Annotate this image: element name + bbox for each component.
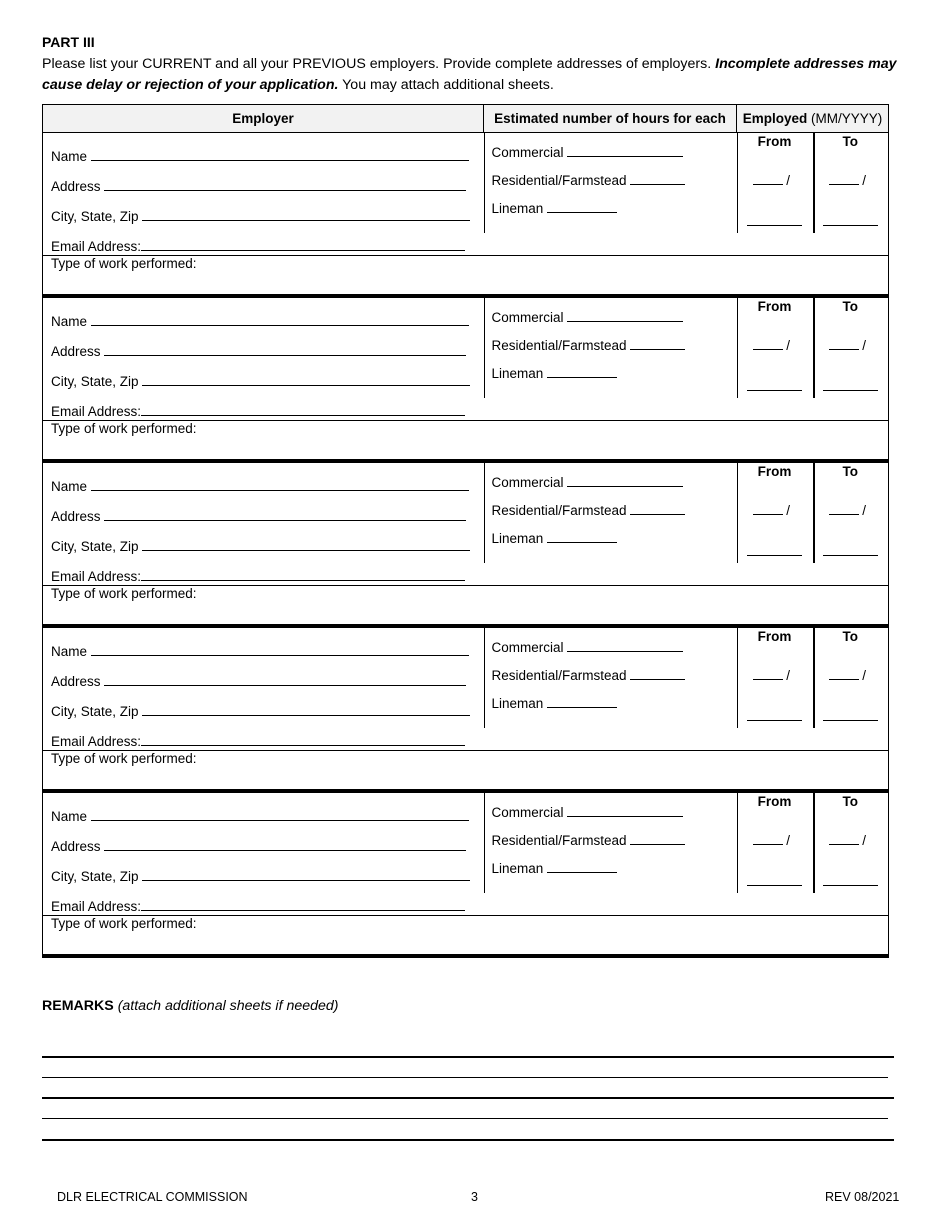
email-label: Email Address: bbox=[51, 734, 142, 749]
address-label: Address bbox=[51, 509, 101, 524]
employer-city-field[interactable] bbox=[51, 701, 471, 719]
remarks-line-3[interactable] bbox=[42, 1097, 894, 1099]
from-label: From bbox=[757, 299, 792, 314]
residential-hours-field[interactable] bbox=[492, 666, 686, 683]
type-of-work-row-2[interactable] bbox=[43, 421, 889, 462]
name-label: Name bbox=[51, 809, 88, 824]
employed-from-field[interactable] bbox=[737, 463, 813, 563]
email-label: Email Address: bbox=[51, 239, 142, 254]
employed-to-field[interactable] bbox=[813, 793, 889, 893]
to-label: To bbox=[842, 464, 858, 479]
employer-table bbox=[42, 104, 889, 958]
remarks-line-4[interactable] bbox=[42, 1118, 888, 1119]
remarks-line-5[interactable] bbox=[42, 1139, 894, 1141]
commercial-hours-field[interactable] bbox=[492, 473, 684, 490]
intro-tail: You may attach additional sheets. bbox=[342, 77, 554, 93]
residential-label: Residential/Farmstead bbox=[491, 173, 627, 188]
employer-city-field[interactable] bbox=[51, 866, 471, 884]
header-employed-label: Employed bbox=[742, 111, 808, 126]
residential-hours-field[interactable] bbox=[492, 336, 686, 353]
employer-entry-1 bbox=[43, 133, 889, 256]
city-label: City, State, Zip bbox=[51, 539, 139, 554]
employer-city-field[interactable] bbox=[51, 371, 471, 389]
lineman-label: Lineman bbox=[491, 861, 544, 876]
employer-name-field[interactable] bbox=[51, 146, 471, 164]
header-employed bbox=[737, 105, 889, 133]
part-title: PART III bbox=[42, 34, 95, 50]
to-label: To bbox=[842, 629, 858, 644]
name-label: Name bbox=[51, 149, 88, 164]
lineman-label: Lineman bbox=[491, 531, 544, 546]
employer-email-field[interactable] bbox=[51, 896, 465, 914]
to-slash: / bbox=[862, 503, 867, 518]
to-slash: / bbox=[862, 338, 867, 353]
name-label: Name bbox=[51, 479, 88, 494]
employer-email-field[interactable] bbox=[51, 566, 465, 584]
to-slash: / bbox=[862, 668, 867, 683]
type-of-work-label: Type of work performed: bbox=[51, 256, 197, 271]
to-label: To bbox=[842, 794, 858, 809]
type-of-work-row-3[interactable] bbox=[43, 586, 889, 627]
from-label: From bbox=[757, 629, 792, 644]
residential-label: Residential/Farmstead bbox=[491, 833, 627, 848]
lineman-hours-field[interactable] bbox=[492, 859, 618, 876]
employer-name-field[interactable] bbox=[51, 476, 471, 494]
footer-page-number: 3 bbox=[471, 1190, 478, 1204]
address-label: Address bbox=[51, 344, 101, 359]
employed-to-field[interactable] bbox=[813, 628, 889, 728]
employer-entry-3 bbox=[43, 461, 889, 586]
employer-email-field[interactable] bbox=[51, 731, 465, 749]
commercial-label: Commercial bbox=[491, 310, 564, 325]
type-of-work-row-5[interactable] bbox=[43, 916, 889, 957]
lineman-label: Lineman bbox=[491, 696, 544, 711]
lineman-hours-field[interactable] bbox=[492, 694, 618, 711]
remarks-label: REMARKS bbox=[42, 998, 114, 1014]
commercial-label: Commercial bbox=[491, 475, 564, 490]
type-of-work-label: Type of work performed: bbox=[51, 751, 197, 766]
lineman-hours-field[interactable] bbox=[492, 364, 618, 381]
from-slash: / bbox=[786, 503, 791, 518]
commercial-hours-field[interactable] bbox=[492, 803, 684, 820]
email-label: Email Address: bbox=[51, 404, 142, 419]
remarks-line-1[interactable] bbox=[42, 1056, 894, 1058]
residential-hours-field[interactable] bbox=[492, 171, 686, 188]
residential-label: Residential/Farmstead bbox=[491, 503, 627, 518]
intro-warning: Incomplete addresses may cause delay or rejection of your application. bbox=[42, 56, 897, 93]
residential-label: Residential/Farmstead bbox=[491, 338, 627, 353]
employer-address-field[interactable] bbox=[51, 506, 471, 524]
employer-address-field[interactable] bbox=[51, 836, 471, 854]
to-slash: / bbox=[862, 173, 867, 188]
type-of-work-label: Type of work performed: bbox=[51, 916, 197, 931]
employer-email-field[interactable] bbox=[51, 236, 465, 254]
name-label: Name bbox=[51, 644, 88, 659]
from-slash: / bbox=[786, 173, 791, 188]
commercial-hours-field[interactable] bbox=[492, 638, 684, 655]
employer-address-field[interactable] bbox=[51, 176, 471, 194]
employed-from-field[interactable] bbox=[737, 793, 813, 893]
residential-hours-field[interactable] bbox=[492, 501, 686, 518]
email-label: Email Address: bbox=[51, 899, 142, 914]
from-slash: / bbox=[786, 833, 791, 848]
type-of-work-row-1[interactable] bbox=[43, 256, 889, 297]
lineman-hours-field[interactable] bbox=[492, 199, 618, 216]
employed-from-field[interactable] bbox=[737, 298, 813, 398]
from-slash: / bbox=[786, 338, 791, 353]
header-employed-units: (MM/YYYY) bbox=[811, 111, 883, 126]
employed-to-field[interactable] bbox=[813, 463, 889, 563]
from-label: From bbox=[757, 794, 792, 809]
city-label: City, State, Zip bbox=[51, 869, 139, 884]
commercial-label: Commercial bbox=[491, 145, 564, 160]
employer-address-field[interactable] bbox=[51, 671, 471, 689]
address-label: Address bbox=[51, 839, 101, 854]
remarks-line-2[interactable] bbox=[42, 1077, 888, 1078]
residential-label: Residential/Farmstead bbox=[491, 668, 627, 683]
employer-entry-2 bbox=[43, 296, 889, 421]
lineman-hours-field[interactable] bbox=[492, 529, 618, 546]
type-of-work-row-4[interactable] bbox=[43, 751, 889, 792]
employer-address-field[interactable] bbox=[51, 341, 471, 359]
to-label: To bbox=[842, 299, 858, 314]
to-label: To bbox=[842, 134, 858, 149]
employer-email-field[interactable] bbox=[51, 401, 465, 419]
commercial-hours-field[interactable] bbox=[492, 143, 684, 160]
footer-revision: REV 08/2021 bbox=[825, 1190, 900, 1204]
residential-hours-field[interactable] bbox=[492, 831, 686, 848]
lineman-label: Lineman bbox=[491, 366, 544, 381]
employer-city-field[interactable] bbox=[51, 536, 471, 554]
remarks-note: (attach additional sheets if needed) bbox=[117, 998, 339, 1014]
employed-to-field[interactable] bbox=[813, 298, 889, 398]
name-label: Name bbox=[51, 314, 88, 329]
commercial-label: Commercial bbox=[491, 805, 564, 820]
city-label: City, State, Zip bbox=[51, 209, 139, 224]
from-slash: / bbox=[786, 668, 791, 683]
remarks-title bbox=[42, 998, 339, 1014]
address-label: Address bbox=[51, 179, 101, 194]
from-label: From bbox=[757, 134, 792, 149]
header-employer: Employer bbox=[43, 105, 484, 133]
employer-entry-4 bbox=[43, 626, 889, 751]
to-slash: / bbox=[862, 833, 867, 848]
employed-from-field[interactable] bbox=[737, 628, 813, 728]
intro-paragraph bbox=[42, 54, 902, 96]
address-label: Address bbox=[51, 674, 101, 689]
employed-from-field[interactable] bbox=[737, 133, 813, 233]
employer-name-field[interactable] bbox=[51, 311, 471, 329]
from-label: From bbox=[757, 464, 792, 479]
intro-text: Please list your CURRENT and all your PREVIOUS employers. Provide complete addresses of employers. bbox=[42, 56, 712, 72]
commercial-hours-field[interactable] bbox=[492, 308, 684, 325]
email-label: Email Address: bbox=[51, 569, 142, 584]
footer-org: DLR ELECTRICAL COMMISSION bbox=[57, 1190, 248, 1204]
city-label: City, State, Zip bbox=[51, 374, 139, 389]
employed-to-field[interactable] bbox=[813, 133, 889, 233]
employer-name-field[interactable] bbox=[51, 806, 471, 824]
type-of-work-label: Type of work performed: bbox=[51, 421, 197, 436]
employer-entry-5 bbox=[43, 791, 889, 916]
lineman-label: Lineman bbox=[491, 201, 544, 216]
type-of-work-label: Type of work performed: bbox=[51, 586, 197, 601]
employer-name-field[interactable] bbox=[51, 641, 471, 659]
city-label: City, State, Zip bbox=[51, 704, 139, 719]
commercial-label: Commercial bbox=[491, 640, 564, 655]
header-hours: Estimated number of hours for each bbox=[484, 105, 737, 133]
employer-city-field[interactable] bbox=[51, 206, 471, 224]
